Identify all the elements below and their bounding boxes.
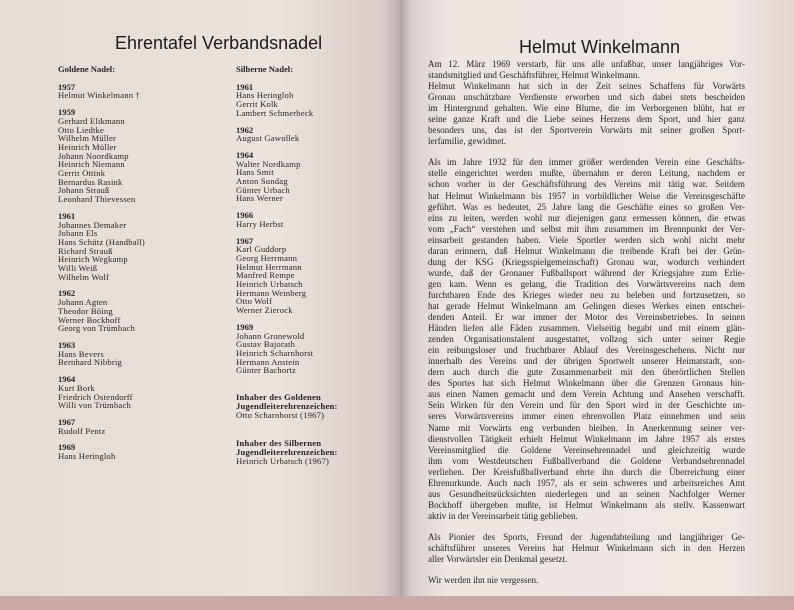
honoree-name: Gerrit Kolk <box>236 99 279 110</box>
year-label: 1964 <box>236 149 254 160</box>
left-page-title: Ehrentafel Verbandsnadel <box>115 33 323 53</box>
text-line: aus Gesundheitsrücksichten niederlegen und an seinen Nachfolger Werner <box>428 488 745 499</box>
paragraph <box>428 575 745 586</box>
text-line: des Sportes hat sich Helmut Winkelmann über die Grenzen Gronaus hin- <box>428 378 745 389</box>
text-line: stelle eingerichtet werden mußte, übernahm er deren Leitung, nachdem er <box>428 168 745 179</box>
honoree-name: Heinrich Niemann <box>58 159 125 170</box>
honoree-name: Wilhelm Müller <box>58 133 117 144</box>
text-line: besonders uns, das ist der Sportverein Vorwärts mit seiner großen Sport- <box>428 125 745 136</box>
text-line: seres Vorwärtsvereins immer einen ehrenvollen Platz einnehmen und sein <box>428 411 745 422</box>
honoree-name: Johann Gronewold <box>236 330 305 341</box>
text-line: Wir werden ihn nie vergessen. <box>428 575 539 586</box>
year-group <box>58 83 145 100</box>
honoree-name: Hans Schütz (Handball) <box>58 236 145 247</box>
year-group <box>58 443 145 460</box>
year-group <box>58 212 145 282</box>
honoree-name: Harry Herbst <box>236 218 284 229</box>
silver-pin-list <box>236 65 338 473</box>
honoree-name: Manfred Rempe <box>236 270 295 281</box>
text-line: im Hintergrund gehalten. Wie eine Blume, die im Verborgenen blüht, hat er <box>428 103 745 114</box>
paragraph <box>428 59 745 147</box>
year-group <box>236 126 338 143</box>
year-group <box>58 341 145 367</box>
honoree-name: Johann Strauß <box>58 185 110 196</box>
text-line: Name mit Vorwärts eng verbunden bleiben. In Anerkennung seiner ver- <box>428 422 745 433</box>
year-label: 1962 <box>236 124 254 135</box>
honoree-name: Johann Els <box>58 228 98 239</box>
honoree-name: Otto Liedtke <box>58 124 105 135</box>
award-heading: Jugendleiterehrenzeichen: <box>236 446 338 457</box>
honoree-name: Bernardus Rasink <box>58 176 123 187</box>
honoree-name: Georg Herrmann <box>236 252 298 263</box>
award-heading: Inhaber des Silbernen <box>236 438 322 449</box>
text-line: ein reibungsloser und fruchtbarer Ablauf des Vereinsgeschehens. Nicht nur <box>428 345 745 356</box>
award-heading: Jugendleiterehrenzeichen: <box>236 400 338 411</box>
honoree-name: Hans Werner <box>236 193 283 204</box>
year-label: 1963 <box>58 339 76 350</box>
text-line: standsmitglied und Geschäftsführer, Helmut Winkelmann. <box>428 70 640 81</box>
award-holder: Otto Scharnhorst (1967) <box>236 409 325 420</box>
honoree-name: Richard Strauß <box>58 245 113 256</box>
text-line: furchtbaren Ende des Krieges wieder neu zu beleben und fortzusetzen, so <box>428 289 745 300</box>
year-label: 1959 <box>58 107 76 118</box>
text-line: Als Pionier des Sports, Freund der Jugendabteilung und langjähriger Ge- <box>428 531 745 542</box>
honoree-name: Hans Heringloh <box>58 451 116 462</box>
text-line: verliehen. Der Kreisfußballverband ehrte ihn durch die Überreichung einer <box>428 466 745 477</box>
year-label: 1967 <box>58 416 76 427</box>
honoree-name: Theodor Böing <box>58 305 113 316</box>
honoree-name: Heinrich Müller <box>58 141 117 152</box>
honoree-name: Hans Smit <box>236 167 274 178</box>
year-group <box>58 289 145 333</box>
gold-pin-list <box>58 65 145 469</box>
text-line: schäftsführer unseres Vereins hat Helmut Winkelmann sich in den Herzen <box>428 542 745 553</box>
text-line: seine ganze Kraft und die Liebe seines Herzens dem Sport, und hier ganz <box>428 114 745 125</box>
honoree-name: Heinrich Scharnhorst <box>236 347 314 358</box>
honoree-name: Leonhard Thievessen <box>58 194 136 205</box>
honoree-name: Anton Sundag <box>236 176 288 187</box>
text-line: daran erinnern, daß Helmut Winkelmann die treibende Kraft bei der Grün- <box>428 245 745 256</box>
honoree-name: Heinrich Urbatsch <box>236 279 303 290</box>
honoree-name: Werner Bockhoff <box>58 314 121 325</box>
award-holder: Heinrich Urbatsch (1967) <box>236 455 330 466</box>
year-group <box>236 211 338 228</box>
text-line: Vereinsmitglied die Goldene Vereinsehrennadel und gleichzeitig wurde <box>428 444 745 455</box>
paragraph <box>428 157 745 522</box>
text-line: denden Anteil. Er war immer der Motor des Vereinsbetriebes. In seinen <box>428 312 745 323</box>
honoree-name: Georg von Trümbach <box>58 323 135 334</box>
text-line: Am 12. März 1969 verstarb, für uns alle unfaßbar, unser langjähriges Vor- <box>428 59 745 69</box>
text-line: dung der KSG (Kriegsspielgemeinschaft) Gronau war, wodurch verhindert <box>428 256 745 267</box>
honoree-name: Otto Wolf <box>236 296 273 307</box>
year-label: 1957 <box>58 81 76 92</box>
year-label: 1962 <box>58 288 76 299</box>
text-line: hat gerade Helmut Winkelmann am Gelingen dieses Werkes einen entschei- <box>428 300 745 311</box>
honoree-name: Helmut Herrmann <box>236 261 302 272</box>
year-group <box>58 108 145 204</box>
text-line: aller Vorwärtsler ein Denkmal gesetzt. <box>428 554 568 565</box>
right-page-title: Helmut Winkelmann <box>519 37 681 57</box>
gold-pin-heading: Goldene Nadel: <box>58 64 116 74</box>
award-heading: Inhaber des Goldenen <box>236 392 322 403</box>
honoree-name: Friedrich Ostendorff <box>58 391 133 402</box>
text-line: Als im Jahre 1932 für den immer größer werdenden Verein eine Geschäfts- <box>428 157 745 168</box>
text-line: geführt. Was es bedeutet, 25 Jahre lang die Geschäfte eines so großen Ver- <box>428 201 745 212</box>
honoree-name: Günter Bachortz <box>236 365 297 376</box>
honoree-name: Hans Heringloh <box>236 90 294 101</box>
honoree-name: Karl Guddorp <box>236 244 287 255</box>
honoree-name: Johannes Demaker <box>58 219 127 230</box>
year-group <box>58 375 145 410</box>
text-line: ihm vom Westdeutschen Fußballverband die Goldene Verbandsehrennadel <box>428 455 745 466</box>
honoree-name: Walter Nordkamp <box>236 158 301 169</box>
year-group <box>236 83 338 118</box>
text-line: eins zu leiten, werden wohl nur diejenigen ganz ermessen können, die etwas <box>428 212 745 223</box>
text-line: einsarbeit gestanden haben. Viele Sportler werden sich wohl nicht mehr <box>428 234 745 245</box>
honoree-name: Hans Bevers <box>58 348 104 359</box>
text-line: aktiv in der Vereinsarbeit tätig geblieben. <box>428 510 578 521</box>
text-line: zenden Organisationstalent ausgestattet, vollzog sich unter seiner Regie <box>428 334 745 345</box>
year-group <box>236 151 338 203</box>
honoree-name: Gerhard Elikmann <box>58 115 125 126</box>
year-label: 1961 <box>58 210 76 221</box>
paragraph <box>428 532 745 565</box>
year-label: 1967 <box>236 235 254 246</box>
honoree-name: Wilhelm Wolf <box>58 271 110 282</box>
honoree-name: Heinrich Wegkamp <box>58 254 128 265</box>
honoree-name: Günter Urbach <box>236 184 290 195</box>
year-group <box>236 237 338 315</box>
year-label: 1969 <box>58 442 76 453</box>
text-line: Gronau unschätzbare Verdienste erworben und sich dabei stets bescheiden <box>428 92 745 103</box>
honoree-name: Johann Agten <box>58 297 108 308</box>
honoree-name: Johann Noordkamp <box>58 150 129 161</box>
text-line: hat Helmut Winkelmann bis 1957 in vorbildlicher Weise die Vereinsgeschäfte <box>428 190 745 201</box>
year-group <box>236 323 338 375</box>
year-label: 1966 <box>236 210 254 221</box>
text-line: gen kam. Wenn es gelang, die Tradition des Vorwärtsvereins nach dem <box>428 278 745 289</box>
text-line: Bockhoff übergeben mußte, ist Helmut Winkelmann als stellv. Kassenwart <box>428 499 745 510</box>
year-group <box>58 418 145 435</box>
obituary-text <box>428 59 745 596</box>
text-line: Helmut Winkelmann hat sich in der Zeit seines Schaffens für Vorwärts <box>428 81 745 92</box>
honoree-name: Willi von Trümbach <box>58 400 131 411</box>
year-label: 1961 <box>236 81 254 92</box>
silver-pin-heading: Silberne Nadel: <box>236 64 294 74</box>
text-line: wurde, daß der Gronauer Fußballsport während der Kriegsjahre zum Erlie- <box>428 267 745 278</box>
text-line: schon vorher in der Geschäftsführung des Vereins mit tätig war. Seitdem <box>428 179 745 190</box>
text-line: dienstvollen Tätigkeit erhielt Helmut Winkelmann im Jahre 1957 als erstes <box>428 433 745 444</box>
honoree-name: Hermann Anstein <box>236 356 300 367</box>
honoree-name: Werner Zierock <box>236 305 293 316</box>
honoree-name: Willi Weiß <box>58 263 98 274</box>
honoree-name: Bernhard Nibbrig <box>58 357 123 368</box>
year-label: 1964 <box>58 374 76 385</box>
text-line: Händen liefen alle Fäden zusammen. Vielseitig begabt und mit einem glän- <box>428 323 745 334</box>
honoree-name: Hermann Weinberg <box>236 287 307 298</box>
year-label: 1969 <box>236 321 254 332</box>
text-line: Ehrenurkunde. Auch nach 1957, als er sein schweres und arbeitsreiches Amt <box>428 477 745 488</box>
text-line: lerfamilie, gewidmet. <box>428 136 507 147</box>
youth-leader-award <box>236 439 338 465</box>
honoree-name: August Gawollek <box>236 133 300 144</box>
honoree-name: Gerrit Ottink <box>58 168 106 179</box>
page-edge <box>0 596 794 610</box>
honoree-name: Helmut Winkelmann † <box>58 90 141 101</box>
honoree-name: Rudolf Pentz <box>58 425 106 436</box>
text-line: innerhalb des Vereins und der übrigen Sportwelt unserer Heimatstadt, son- <box>428 356 745 367</box>
honoree-name: Gustav Bajorath <box>236 339 296 350</box>
text-line: Sein Wirken für den Verein und für den Sport wird in der Geschichte un- <box>428 400 745 411</box>
text-line: dern auch durch die gute Zusammenarbeit mit den überörtlichen Stellen <box>428 367 745 378</box>
youth-leader-award <box>236 393 338 419</box>
honoree-name: Kurt Bork <box>58 382 95 393</box>
honoree-name: Lambert Schmerbeck <box>236 107 314 118</box>
text-line: vom „Fach“ verstehen und selbst mit ihm zusammen im Brennpunkt der Ver- <box>428 223 745 234</box>
text-line: aus einen Namen gemacht und dem Verein Achtung und Ansehen verschafft. <box>428 389 745 400</box>
